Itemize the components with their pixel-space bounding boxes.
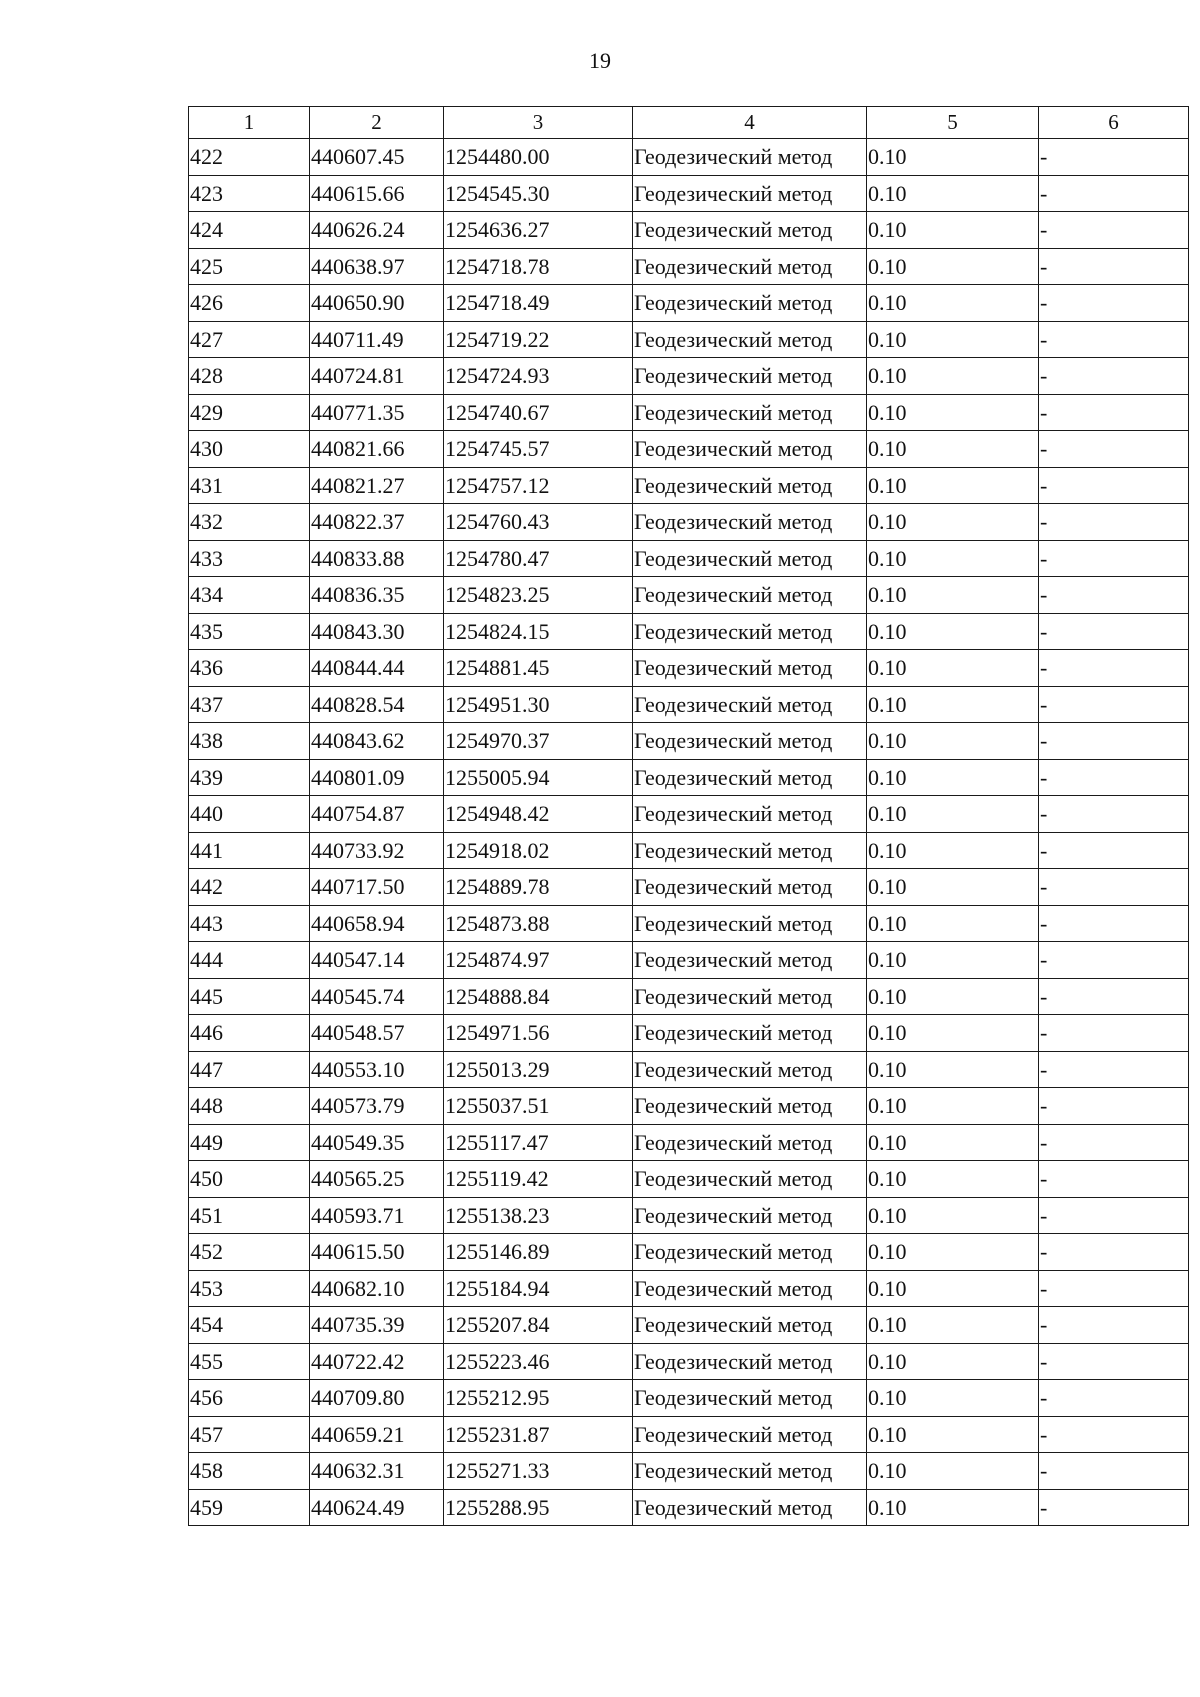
y-coordinate-cell: 1254824.15 (444, 613, 633, 650)
method-cell: Геодезический метод (633, 759, 867, 796)
table-row (189, 942, 1189, 979)
accuracy-cell: 0.10 (867, 1088, 1039, 1125)
y-coordinate-cell: 1254718.49 (444, 285, 633, 322)
note-cell: - (1039, 613, 1189, 650)
note-cell: - (1039, 212, 1189, 249)
note-cell: - (1039, 796, 1189, 833)
point-number-cell: 438 (189, 723, 310, 760)
x-coordinate-cell: 440843.62 (310, 723, 444, 760)
note-cell: - (1039, 1015, 1189, 1052)
y-coordinate-cell: 1255013.29 (444, 1051, 633, 1088)
point-number-cell: 450 (189, 1161, 310, 1198)
accuracy-cell: 0.10 (867, 796, 1039, 833)
y-coordinate-cell: 1255288.95 (444, 1489, 633, 1526)
point-number-cell: 455 (189, 1343, 310, 1380)
y-coordinate-cell: 1255005.94 (444, 759, 633, 796)
point-number-cell: 429 (189, 394, 310, 431)
point-number-cell: 423 (189, 175, 310, 212)
column-header-1: 1 (189, 107, 310, 139)
accuracy-cell: 0.10 (867, 759, 1039, 796)
point-number-cell: 459 (189, 1489, 310, 1526)
method-cell: Геодезический метод (633, 1453, 867, 1490)
method-cell: Геодезический метод (633, 431, 867, 468)
table-row (189, 869, 1189, 906)
point-number-cell: 424 (189, 212, 310, 249)
x-coordinate-cell: 440722.42 (310, 1343, 444, 1380)
method-cell: Геодезический метод (633, 650, 867, 687)
point-number-cell: 435 (189, 613, 310, 650)
method-cell: Геодезический метод (633, 1380, 867, 1417)
point-number-cell: 425 (189, 248, 310, 285)
y-coordinate-cell: 1254545.30 (444, 175, 633, 212)
x-coordinate-cell: 440836.35 (310, 577, 444, 614)
note-cell: - (1039, 978, 1189, 1015)
point-number-cell: 458 (189, 1453, 310, 1490)
method-cell: Геодезический метод (633, 905, 867, 942)
table-row (189, 686, 1189, 723)
method-cell: Геодезический метод (633, 285, 867, 322)
note-cell: - (1039, 1416, 1189, 1453)
table-row (189, 723, 1189, 760)
x-coordinate-cell: 440547.14 (310, 942, 444, 979)
method-cell: Геодезический метод (633, 358, 867, 395)
y-coordinate-cell: 1255271.33 (444, 1453, 633, 1490)
x-coordinate-cell: 440658.94 (310, 905, 444, 942)
accuracy-cell: 0.10 (867, 1197, 1039, 1234)
accuracy-cell: 0.10 (867, 248, 1039, 285)
method-cell: Геодезический метод (633, 869, 867, 906)
table-row (189, 1088, 1189, 1125)
x-coordinate-cell: 440724.81 (310, 358, 444, 395)
point-number-cell: 428 (189, 358, 310, 395)
method-cell: Геодезический метод (633, 504, 867, 541)
table-row (189, 905, 1189, 942)
note-cell: - (1039, 869, 1189, 906)
note-cell: - (1039, 905, 1189, 942)
method-cell: Геодезический метод (633, 1343, 867, 1380)
table-row (189, 358, 1189, 395)
coordinates-table (188, 106, 1189, 1526)
method-cell: Геодезический метод (633, 613, 867, 650)
accuracy-cell: 0.10 (867, 212, 1039, 249)
note-cell: - (1039, 431, 1189, 468)
note-cell: - (1039, 1088, 1189, 1125)
accuracy-cell: 0.10 (867, 1234, 1039, 1271)
method-cell: Геодезический метод (633, 139, 867, 176)
method-cell: Геодезический метод (633, 1161, 867, 1198)
accuracy-cell: 0.10 (867, 832, 1039, 869)
table-row (189, 212, 1189, 249)
accuracy-cell: 0.10 (867, 1015, 1039, 1052)
table-row (189, 577, 1189, 614)
y-coordinate-cell: 1254948.42 (444, 796, 633, 833)
y-coordinate-cell: 1254823.25 (444, 577, 633, 614)
x-coordinate-cell: 440822.37 (310, 504, 444, 541)
y-coordinate-cell: 1254970.37 (444, 723, 633, 760)
note-cell: - (1039, 358, 1189, 395)
accuracy-cell: 0.10 (867, 394, 1039, 431)
method-cell: Геодезический метод (633, 1088, 867, 1125)
table-body (189, 139, 1189, 1526)
x-coordinate-cell: 440717.50 (310, 869, 444, 906)
note-cell: - (1039, 723, 1189, 760)
point-number-cell: 439 (189, 759, 310, 796)
accuracy-cell: 0.10 (867, 1453, 1039, 1490)
y-coordinate-cell: 1255146.89 (444, 1234, 633, 1271)
x-coordinate-cell: 440650.90 (310, 285, 444, 322)
y-coordinate-cell: 1255119.42 (444, 1161, 633, 1198)
x-coordinate-cell: 440593.71 (310, 1197, 444, 1234)
note-cell: - (1039, 1489, 1189, 1526)
point-number-cell: 449 (189, 1124, 310, 1161)
point-number-cell: 452 (189, 1234, 310, 1271)
accuracy-cell: 0.10 (867, 321, 1039, 358)
y-coordinate-cell: 1254780.47 (444, 540, 633, 577)
x-coordinate-cell: 440711.49 (310, 321, 444, 358)
x-coordinate-cell: 440733.92 (310, 832, 444, 869)
method-cell: Геодезический метод (633, 577, 867, 614)
note-cell: - (1039, 832, 1189, 869)
point-number-cell: 426 (189, 285, 310, 322)
method-cell: Геодезический метод (633, 212, 867, 249)
point-number-cell: 434 (189, 577, 310, 614)
method-cell: Геодезический метод (633, 248, 867, 285)
table-row (189, 978, 1189, 1015)
accuracy-cell: 0.10 (867, 467, 1039, 504)
y-coordinate-cell: 1254740.67 (444, 394, 633, 431)
point-number-cell: 457 (189, 1416, 310, 1453)
x-coordinate-cell: 440682.10 (310, 1270, 444, 1307)
method-cell: Геодезический метод (633, 1015, 867, 1052)
table-row (189, 1161, 1189, 1198)
point-number-cell: 444 (189, 942, 310, 979)
x-coordinate-cell: 440626.24 (310, 212, 444, 249)
y-coordinate-cell: 1254873.88 (444, 905, 633, 942)
accuracy-cell: 0.10 (867, 1161, 1039, 1198)
x-coordinate-cell: 440545.74 (310, 978, 444, 1015)
method-cell: Геодезический метод (633, 1234, 867, 1271)
x-coordinate-cell: 440553.10 (310, 1051, 444, 1088)
point-number-cell: 447 (189, 1051, 310, 1088)
table-row (189, 504, 1189, 541)
table-row (189, 1380, 1189, 1417)
note-cell: - (1039, 467, 1189, 504)
table-row (189, 1416, 1189, 1453)
point-number-cell: 440 (189, 796, 310, 833)
column-header-6: 6 (1039, 107, 1189, 139)
y-coordinate-cell: 1254874.97 (444, 942, 633, 979)
table-header (189, 107, 1189, 139)
point-number-cell: 432 (189, 504, 310, 541)
y-coordinate-cell: 1254888.84 (444, 978, 633, 1015)
point-number-cell: 451 (189, 1197, 310, 1234)
method-cell: Геодезический метод (633, 540, 867, 577)
x-coordinate-cell: 440844.44 (310, 650, 444, 687)
accuracy-cell: 0.10 (867, 504, 1039, 541)
accuracy-cell: 0.10 (867, 1380, 1039, 1417)
accuracy-cell: 0.10 (867, 942, 1039, 979)
method-cell: Геодезический метод (633, 1124, 867, 1161)
accuracy-cell: 0.10 (867, 869, 1039, 906)
y-coordinate-cell: 1254636.27 (444, 212, 633, 249)
table-row (189, 1270, 1189, 1307)
x-coordinate-cell: 440801.09 (310, 759, 444, 796)
y-coordinate-cell: 1255117.47 (444, 1124, 633, 1161)
note-cell: - (1039, 285, 1189, 322)
method-cell: Геодезический метод (633, 942, 867, 979)
note-cell: - (1039, 1270, 1189, 1307)
table-row (189, 613, 1189, 650)
x-coordinate-cell: 440632.31 (310, 1453, 444, 1490)
note-cell: - (1039, 650, 1189, 687)
y-coordinate-cell: 1254760.43 (444, 504, 633, 541)
accuracy-cell: 0.10 (867, 686, 1039, 723)
x-coordinate-cell: 440821.66 (310, 431, 444, 468)
table-row (189, 1343, 1189, 1380)
x-coordinate-cell: 440828.54 (310, 686, 444, 723)
page-number: 19 (589, 48, 611, 73)
note-cell: - (1039, 248, 1189, 285)
note-cell: - (1039, 540, 1189, 577)
note-cell: - (1039, 1051, 1189, 1088)
method-cell: Геодезический метод (633, 1307, 867, 1344)
method-cell: Геодезический метод (633, 321, 867, 358)
y-coordinate-cell: 1255037.51 (444, 1088, 633, 1125)
y-coordinate-cell: 1254889.78 (444, 869, 633, 906)
method-cell: Геодезический метод (633, 1197, 867, 1234)
point-number-cell: 456 (189, 1380, 310, 1417)
note-cell: - (1039, 321, 1189, 358)
y-coordinate-cell: 1254480.00 (444, 139, 633, 176)
table-row (189, 1489, 1189, 1526)
accuracy-cell: 0.10 (867, 1307, 1039, 1344)
x-coordinate-cell: 440615.50 (310, 1234, 444, 1271)
y-coordinate-cell: 1254718.78 (444, 248, 633, 285)
point-number-cell: 445 (189, 978, 310, 1015)
table-row (189, 1197, 1189, 1234)
table-row (189, 175, 1189, 212)
note-cell: - (1039, 1197, 1189, 1234)
x-coordinate-cell: 440549.35 (310, 1124, 444, 1161)
y-coordinate-cell: 1255138.23 (444, 1197, 633, 1234)
accuracy-cell: 0.10 (867, 1124, 1039, 1161)
column-header-5: 5 (867, 107, 1039, 139)
table-row (189, 759, 1189, 796)
point-number-cell: 446 (189, 1015, 310, 1052)
method-cell: Геодезический метод (633, 1416, 867, 1453)
x-coordinate-cell: 440735.39 (310, 1307, 444, 1344)
note-cell: - (1039, 1234, 1189, 1271)
accuracy-cell: 0.10 (867, 1416, 1039, 1453)
y-coordinate-cell: 1255212.95 (444, 1380, 633, 1417)
point-number-cell: 430 (189, 431, 310, 468)
x-coordinate-cell: 440771.35 (310, 394, 444, 431)
accuracy-cell: 0.10 (867, 175, 1039, 212)
x-coordinate-cell: 440833.88 (310, 540, 444, 577)
y-coordinate-cell: 1254745.57 (444, 431, 633, 468)
method-cell: Геодезический метод (633, 467, 867, 504)
accuracy-cell: 0.10 (867, 431, 1039, 468)
x-coordinate-cell: 440638.97 (310, 248, 444, 285)
point-number-cell: 437 (189, 686, 310, 723)
note-cell: - (1039, 139, 1189, 176)
accuracy-cell: 0.10 (867, 1270, 1039, 1307)
method-cell: Геодезический метод (633, 1270, 867, 1307)
y-coordinate-cell: 1254757.12 (444, 467, 633, 504)
y-coordinate-cell: 1254724.93 (444, 358, 633, 395)
method-cell: Геодезический метод (633, 796, 867, 833)
y-coordinate-cell: 1255184.94 (444, 1270, 633, 1307)
note-cell: - (1039, 1343, 1189, 1380)
table-row (189, 650, 1189, 687)
note-cell: - (1039, 175, 1189, 212)
table-row (189, 832, 1189, 869)
column-header-3: 3 (444, 107, 633, 139)
accuracy-cell: 0.10 (867, 285, 1039, 322)
method-cell: Геодезический метод (633, 1051, 867, 1088)
accuracy-cell: 0.10 (867, 1051, 1039, 1088)
method-cell: Геодезический метод (633, 978, 867, 1015)
x-coordinate-cell: 440709.80 (310, 1380, 444, 1417)
point-number-cell: 448 (189, 1088, 310, 1125)
note-cell: - (1039, 1453, 1189, 1490)
table-row (189, 321, 1189, 358)
x-coordinate-cell: 440548.57 (310, 1015, 444, 1052)
method-cell: Геодезический метод (633, 394, 867, 431)
point-number-cell: 427 (189, 321, 310, 358)
y-coordinate-cell: 1254881.45 (444, 650, 633, 687)
accuracy-cell: 0.10 (867, 139, 1039, 176)
x-coordinate-cell: 440615.66 (310, 175, 444, 212)
x-coordinate-cell: 440659.21 (310, 1416, 444, 1453)
point-number-cell: 443 (189, 905, 310, 942)
note-cell: - (1039, 686, 1189, 723)
point-number-cell: 433 (189, 540, 310, 577)
x-coordinate-cell: 440821.27 (310, 467, 444, 504)
x-coordinate-cell: 440624.49 (310, 1489, 444, 1526)
accuracy-cell: 0.10 (867, 613, 1039, 650)
accuracy-cell: 0.10 (867, 650, 1039, 687)
point-number-cell: 441 (189, 832, 310, 869)
point-number-cell: 436 (189, 650, 310, 687)
accuracy-cell: 0.10 (867, 540, 1039, 577)
note-cell: - (1039, 1307, 1189, 1344)
point-number-cell: 453 (189, 1270, 310, 1307)
method-cell: Геодезический метод (633, 686, 867, 723)
note-cell: - (1039, 942, 1189, 979)
table-row (189, 1307, 1189, 1344)
y-coordinate-cell: 1254719.22 (444, 321, 633, 358)
accuracy-cell: 0.10 (867, 1489, 1039, 1526)
method-cell: Геодезический метод (633, 175, 867, 212)
table-row (189, 1015, 1189, 1052)
x-coordinate-cell: 440843.30 (310, 613, 444, 650)
y-coordinate-cell: 1254918.02 (444, 832, 633, 869)
x-coordinate-cell: 440573.79 (310, 1088, 444, 1125)
y-coordinate-cell: 1254951.30 (444, 686, 633, 723)
column-header-4: 4 (633, 107, 867, 139)
point-number-cell: 431 (189, 467, 310, 504)
note-cell: - (1039, 1380, 1189, 1417)
point-number-cell: 454 (189, 1307, 310, 1344)
table-row (189, 467, 1189, 504)
note-cell: - (1039, 504, 1189, 541)
note-cell: - (1039, 394, 1189, 431)
table-row (189, 1051, 1189, 1088)
x-coordinate-cell: 440607.45 (310, 139, 444, 176)
method-cell: Геодезический метод (633, 832, 867, 869)
note-cell: - (1039, 1161, 1189, 1198)
accuracy-cell: 0.10 (867, 358, 1039, 395)
table-row (189, 1234, 1189, 1271)
note-cell: - (1039, 1124, 1189, 1161)
accuracy-cell: 0.10 (867, 723, 1039, 760)
table-row (189, 139, 1189, 176)
x-coordinate-cell: 440565.25 (310, 1161, 444, 1198)
y-coordinate-cell: 1255223.46 (444, 1343, 633, 1380)
table-row (189, 540, 1189, 577)
header-row (189, 107, 1189, 139)
point-number-cell: 422 (189, 139, 310, 176)
table-row (189, 1453, 1189, 1490)
x-coordinate-cell: 440754.87 (310, 796, 444, 833)
table-row (189, 285, 1189, 322)
y-coordinate-cell: 1255207.84 (444, 1307, 633, 1344)
accuracy-cell: 0.10 (867, 978, 1039, 1015)
table-row (189, 248, 1189, 285)
table-row (189, 431, 1189, 468)
method-cell: Геодезический метод (633, 1489, 867, 1526)
table-row (189, 1124, 1189, 1161)
accuracy-cell: 0.10 (867, 905, 1039, 942)
method-cell: Геодезический метод (633, 723, 867, 760)
note-cell: - (1039, 759, 1189, 796)
note-cell: - (1039, 577, 1189, 614)
y-coordinate-cell: 1254971.56 (444, 1015, 633, 1052)
point-number-cell: 442 (189, 869, 310, 906)
y-coordinate-cell: 1255231.87 (444, 1416, 633, 1453)
table-row (189, 394, 1189, 431)
column-header-2: 2 (310, 107, 444, 139)
accuracy-cell: 0.10 (867, 1343, 1039, 1380)
accuracy-cell: 0.10 (867, 577, 1039, 614)
table-row (189, 796, 1189, 833)
